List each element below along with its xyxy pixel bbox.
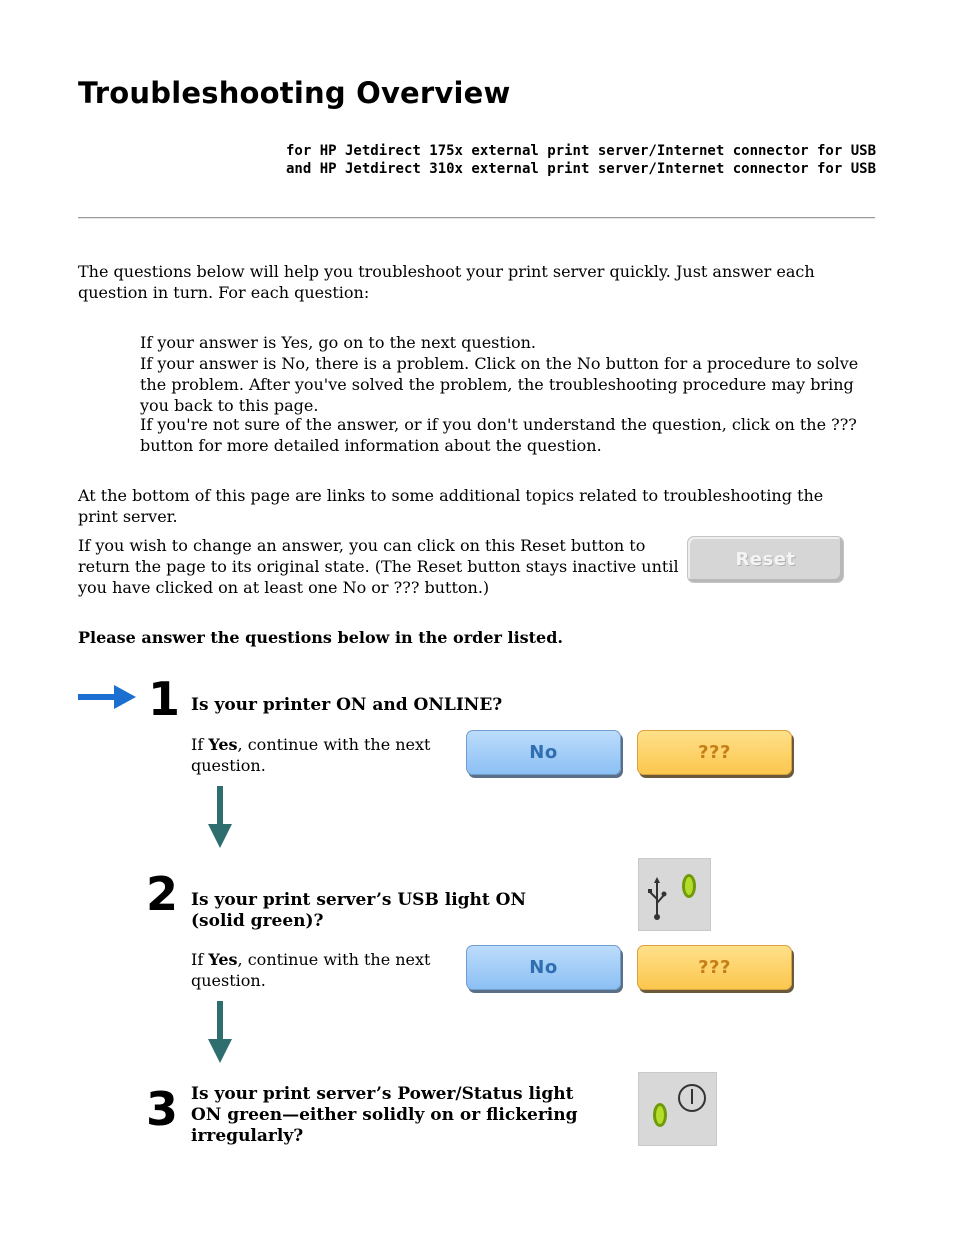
yes-emphasis: Yes <box>208 950 238 969</box>
down-arrow-icon <box>207 1001 233 1063</box>
power-light-icon <box>638 1072 717 1146</box>
subtitle-line-2: and HP Jetdirect 310x external print server/Internet connector for USB <box>285 161 876 177</box>
page-subtitle <box>286 142 876 178</box>
question-2-no-button[interactable]: No <box>466 945 621 990</box>
question-1-help-button[interactable]: ??? <box>637 730 792 775</box>
usb-light-icon <box>638 858 711 931</box>
question-2-text: Is your print server’s USB light ON (solid green)? <box>191 890 527 931</box>
question-3-number: 3 <box>146 1082 179 1136</box>
reset-explanation: If you wish to change an answer, you can click on this Reset button to return the page to its original state. (The Reset button stays inactive until you have clicked on at least one No or ??? button.) <box>78 536 679 597</box>
instruction-heading: Please answer the questions below in the order listed. <box>78 628 563 647</box>
question-2-help-button[interactable]: ??? <box>637 945 792 990</box>
question-2-number: 2 <box>146 867 179 921</box>
question-1-instruction: If Yes, continue with the next question. <box>191 735 431 775</box>
right-arrow-icon <box>78 684 136 710</box>
reset-button[interactable]: Reset <box>687 536 844 583</box>
down-arrow-icon <box>207 786 233 848</box>
page-title: Troubleshooting Overview <box>78 76 511 110</box>
intro-bullet-help: If you're not sure of the answer, or if you don't understand the question, click on the ??? button for more detailed information about the question. <box>140 415 857 455</box>
divider <box>78 217 875 219</box>
additional-topics-note: At the bottom of this page are links to some additional topics related to troubleshooting the print server. <box>78 486 824 526</box>
question-1-no-button[interactable]: No <box>466 730 621 775</box>
intro-bullet-yes: If your answer is Yes, go on to the next question. <box>140 333 536 352</box>
yes-emphasis: Yes <box>208 735 238 754</box>
question-3-text: Is your print server’s Power/Status light ON green—either solidly on or flickering irregularly? <box>191 1084 578 1146</box>
intro-paragraph: The questions below will help you troubleshoot your print server quickly. Just answer each question in turn. For each question: <box>78 262 815 302</box>
subtitle-line-1: for HP Jetdirect 175x external print server/Internet connector for USB <box>285 143 876 159</box>
question-2-instruction: If Yes, continue with the next question. <box>191 950 431 990</box>
question-1-number: 1 <box>148 672 181 726</box>
intro-bullet-no: If your answer is No, there is a problem. Click on the No button for a procedure to solve the problem. After you've solved the problem, the troubleshooting procedure may bring you back to this page. <box>140 354 859 415</box>
question-1-text: Is your printer ON and ONLINE? <box>191 695 503 715</box>
